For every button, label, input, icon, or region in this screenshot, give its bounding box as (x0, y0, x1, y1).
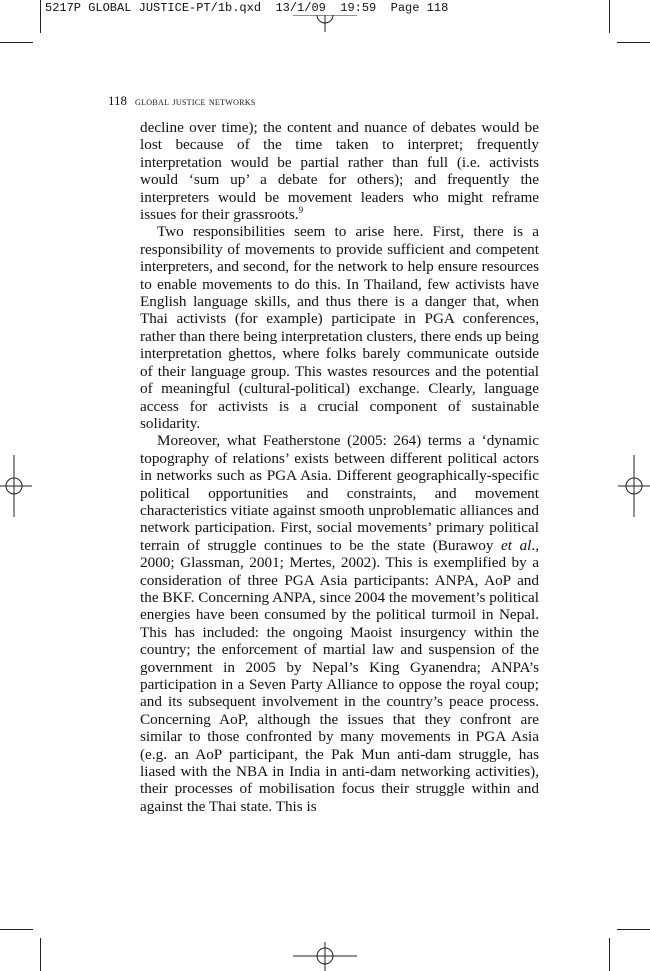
crop-mark-bottom-left-vertical (40, 938, 41, 971)
paragraph-2: Two responsibilities seem to arise here. First, there is a responsibility of movements to provide sufficient and competent interpreters, and second, for the network to help ensure resources to enable movements to do this. In Thailand, few activists have English language skills, and thus there is a danger that, when Thai activists (for example) participate in PGA conferences, rather than there being interpretation clusters, there ends up being interpretation ghettos, where folks barely communicate outside of their language group. This wastes resources and the potential of meaningful (cultural-political) exchange. Clearly, language access for activists is a crucial component of sustainable solidarity. (140, 223, 539, 432)
registration-mark-left (0, 455, 32, 517)
paragraph-3-text-a: Moreover, what Featherstone (2005: 264) terms a ‘dynamic topography of relations’ exists between different political actors in networks such as PGA Asia. Different geographically-specific political opportunities and constraints, and movement characteristics vitiate against smooth unproblematic alliances and network participation. First, social movements’ primary political terrain of struggle continues to be the state (Burawoy (140, 432, 539, 554)
crop-mark-top-left-horizontal (0, 42, 33, 43)
crop-mark-top-right-horizontal (617, 42, 650, 43)
running-head (108, 93, 256, 109)
crop-mark-bottom-right-vertical (609, 938, 610, 971)
paragraph-1-text: decline over time); the content and nuance of debates would be lost because of the time taken to interpret; frequently interpretation would be partial rather than full (i.e. activists would ‘sum up’ a debate for others); and frequently the interpreters would be movement leaders who might reframe issues for their grassroots. (140, 119, 539, 224)
paragraph-3 (140, 432, 539, 815)
crop-mark-bottom-left-horizontal (0, 929, 33, 930)
registration-mark-bottom (293, 942, 357, 971)
crop-mark-top-left-vertical (40, 0, 41, 33)
body-text (140, 119, 539, 815)
crop-mark-bottom-right-horizontal (617, 929, 650, 930)
page-number: 118 (108, 93, 128, 108)
paragraph-1 (140, 119, 539, 223)
registration-mark-right (618, 455, 650, 517)
footnote-reference: 9 (298, 204, 304, 215)
paragraph-3-text-b: ., 2000; Glassman, 2001; Mertes, 2002). This is exemplified by a consideration of three PGA Asia participants: ANPA, AoP and the BKF. Concerning ANPA, since 2004 the movement’s political energies have been consumed by the political turmoil in Nepal. This has included: the ongoing Maoist insurgency within the country; the enforcement of martial law and suspension of the government in 2005 by Nepal’s King Gyanendra; ANPA’s participation in a Seven Party Alliance to oppose the royal coup; and its subsequent involvement in the country’s peace process. Concerning AoP, although the issues that they confront are similar to those confronted by many movements in PGA Asia (e.g. an AoP participant, the Pak Mun anti-dam struggle, has liased with the NBA in India in anti-dam networking activities), their processes of mobilisation focus their struggle within and against the Thai state. This is (140, 536, 539, 815)
crop-mark-top-right-vertical (609, 0, 610, 33)
paragraph-3-italic: et al (501, 536, 532, 554)
running-head-title: global justice networks (135, 96, 256, 108)
printer-slug: 5217P GLOBAL JUSTICE-PT/1b.qxd 13/1/09 19:59 Page 118 (42, 1, 451, 15)
